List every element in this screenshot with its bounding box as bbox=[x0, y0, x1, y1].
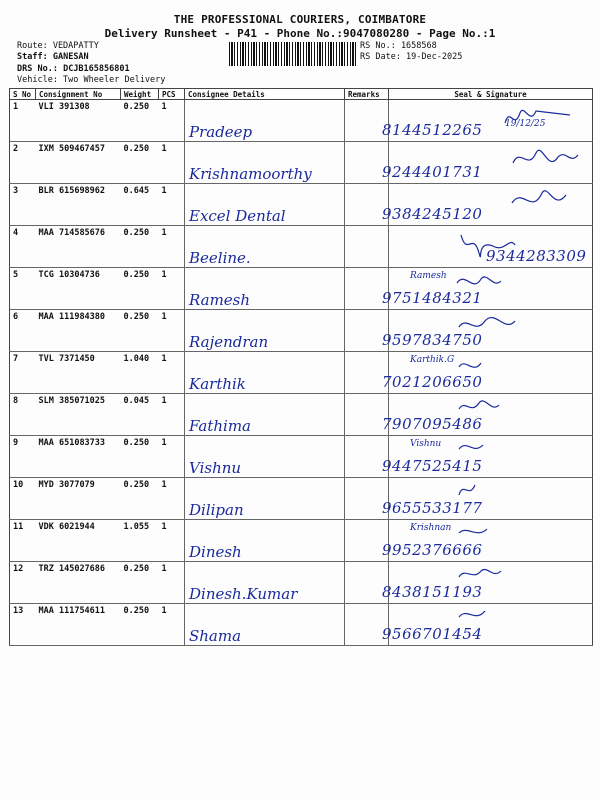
table-row bbox=[10, 604, 593, 646]
handwritten-consignee-name: Shama bbox=[189, 627, 242, 645]
cell-signature bbox=[389, 520, 593, 562]
cell-consignee bbox=[185, 268, 345, 310]
cell-remarks bbox=[345, 394, 389, 436]
cell-consignment: TVL 7371450 bbox=[36, 352, 121, 394]
col-consignment: Consignment No bbox=[36, 89, 121, 100]
handwritten-consignee-name: Karthik bbox=[189, 375, 246, 393]
handwritten-consignee-name: Fathima bbox=[189, 417, 251, 435]
rs-date: RS Date: 19-Dec-2025 bbox=[360, 52, 463, 62]
cell-pcs: 1 bbox=[159, 562, 185, 604]
cell-consignment: VDK 6021944 bbox=[36, 520, 121, 562]
runsheet-subtitle: Delivery Runsheet - P41 - Phone No.:9047080280 - Page No.:1 bbox=[104, 27, 496, 40]
cell-sno: 8 bbox=[10, 394, 36, 436]
cell-consignee bbox=[185, 562, 345, 604]
cell-weight: 0.250 bbox=[121, 604, 159, 646]
cell-pcs: 1 bbox=[159, 478, 185, 520]
cell-weight: 0.250 bbox=[121, 478, 159, 520]
handwritten-consignee-name: Excel Dental bbox=[189, 207, 286, 225]
cell-remarks bbox=[345, 436, 389, 478]
handwritten-consignee-name: Vishnu bbox=[189, 459, 242, 477]
handwritten-consignee-name: Rajendran bbox=[189, 333, 269, 351]
table-row bbox=[10, 520, 593, 562]
col-sno: S No bbox=[10, 89, 36, 100]
handwritten-phone: 8438151193 bbox=[382, 583, 483, 601]
cell-signature bbox=[389, 562, 593, 604]
col-remarks: Remarks bbox=[345, 89, 389, 100]
company-title: THE PROFESSIONAL COURIERS, COIMBATORE bbox=[173, 13, 427, 26]
staff-label: Staff: bbox=[17, 52, 48, 62]
table-row bbox=[10, 310, 593, 352]
cell-sno: 11 bbox=[10, 520, 36, 562]
cell-sno: 6 bbox=[10, 310, 36, 352]
cell-remarks bbox=[345, 352, 389, 394]
cell-remarks bbox=[345, 478, 389, 520]
cell-consignment: IXM 509467457 bbox=[36, 142, 121, 184]
cell-pcs: 1 bbox=[159, 184, 185, 226]
handwritten-phone: 8144512265 bbox=[382, 121, 483, 139]
barcode bbox=[229, 42, 356, 66]
cell-remarks bbox=[345, 268, 389, 310]
cell-consignee bbox=[185, 226, 345, 268]
cell-signature bbox=[389, 310, 593, 352]
cell-remarks bbox=[345, 520, 389, 562]
handwritten-note: Ramesh bbox=[410, 271, 447, 281]
handwritten-note: Krishnan bbox=[410, 523, 452, 533]
cell-weight: 0.250 bbox=[121, 142, 159, 184]
cell-sno: 5 bbox=[10, 268, 36, 310]
cell-pcs: 1 bbox=[159, 310, 185, 352]
cell-sno: 4 bbox=[10, 226, 36, 268]
cell-consignment: MYD 3077079 bbox=[36, 478, 121, 520]
cell-consignment: MAA 714585676 bbox=[36, 226, 121, 268]
cell-weight: 0.250 bbox=[121, 436, 159, 478]
handwritten-note: Karthik.G bbox=[410, 355, 455, 365]
cell-signature bbox=[389, 436, 593, 478]
cell-remarks bbox=[345, 184, 389, 226]
cell-weight: 0.250 bbox=[121, 310, 159, 352]
cell-remarks bbox=[345, 310, 389, 352]
handwritten-phone: 9751484321 bbox=[382, 289, 483, 307]
cell-consignment: MAA 111754611 bbox=[36, 604, 121, 646]
cell-pcs: 1 bbox=[159, 352, 185, 394]
cell-sno: 13 bbox=[10, 604, 36, 646]
handwritten-consignee-name: Dinesh.Kumar bbox=[189, 585, 298, 603]
rs-number: RS No.: 1658568 bbox=[360, 41, 437, 51]
cell-pcs: 1 bbox=[159, 604, 185, 646]
handwritten-phone: 7907095486 bbox=[382, 415, 483, 433]
cell-pcs: 1 bbox=[159, 436, 185, 478]
handwritten-phone: 9566701454 bbox=[382, 625, 483, 643]
table-row bbox=[10, 184, 593, 226]
handwritten-phone: 7021206650 bbox=[382, 373, 483, 391]
table-row bbox=[10, 478, 593, 520]
cell-signature bbox=[389, 184, 593, 226]
cell-weight: 0.645 bbox=[121, 184, 159, 226]
handwritten-note: 19/12/25 bbox=[505, 119, 546, 129]
cell-weight: 1.055 bbox=[121, 520, 159, 562]
cell-pcs: 1 bbox=[159, 100, 185, 142]
cell-remarks bbox=[345, 604, 389, 646]
drs-number: DCJB165856801 bbox=[63, 64, 130, 74]
cell-signature bbox=[389, 226, 593, 268]
cell-weight: 0.250 bbox=[121, 562, 159, 604]
cell-weight: 0.250 bbox=[121, 226, 159, 268]
staff-name: GANESAN bbox=[52, 52, 89, 62]
handwritten-phone: 9384245120 bbox=[382, 205, 483, 223]
handwritten-phone: 9344283309 bbox=[486, 247, 587, 265]
drs-line bbox=[17, 64, 130, 74]
col-pcs: PCS bbox=[159, 89, 185, 100]
runsheet-table bbox=[9, 88, 593, 646]
table-row bbox=[10, 268, 593, 310]
handwritten-phone: 9244401731 bbox=[382, 163, 483, 181]
cell-sno: 2 bbox=[10, 142, 36, 184]
handwritten-consignee-name: Dilipan bbox=[189, 501, 244, 519]
cell-sno: 3 bbox=[10, 184, 36, 226]
cell-sno: 9 bbox=[10, 436, 36, 478]
cell-signature bbox=[389, 352, 593, 394]
route-label: Route: VEDAPATTY bbox=[17, 41, 99, 51]
handwritten-consignee-name: Ramesh bbox=[189, 291, 251, 309]
cell-sno: 1 bbox=[10, 100, 36, 142]
cell-pcs: 1 bbox=[159, 142, 185, 184]
cell-consignment: VLI 391308 bbox=[36, 100, 121, 142]
cell-signature bbox=[389, 478, 593, 520]
cell-weight: 0.250 bbox=[121, 268, 159, 310]
cell-consignee bbox=[185, 520, 345, 562]
cell-consignee bbox=[185, 142, 345, 184]
cell-consignment: MAA 111984380 bbox=[36, 310, 121, 352]
table-row bbox=[10, 562, 593, 604]
cell-pcs: 1 bbox=[159, 226, 185, 268]
cell-pcs: 1 bbox=[159, 268, 185, 310]
cell-sno: 7 bbox=[10, 352, 36, 394]
cell-pcs: 1 bbox=[159, 394, 185, 436]
cell-weight: 1.040 bbox=[121, 352, 159, 394]
handwritten-consignee-name: Krishnamoorthy bbox=[189, 165, 312, 183]
handwritten-consignee-name: Beeline. bbox=[189, 249, 251, 267]
handwritten-phone: 9952376666 bbox=[382, 541, 483, 559]
cell-weight: 0.250 bbox=[121, 100, 159, 142]
table-row bbox=[10, 436, 593, 478]
cell-remarks bbox=[345, 562, 389, 604]
cell-signature bbox=[389, 142, 593, 184]
cell-signature bbox=[389, 394, 593, 436]
cell-consignment: BLR 615698962 bbox=[36, 184, 121, 226]
cell-consignee bbox=[185, 310, 345, 352]
cell-consignee bbox=[185, 100, 345, 142]
cell-signature bbox=[389, 604, 593, 646]
col-signature: Seal & Signature bbox=[389, 89, 593, 100]
cell-signature bbox=[389, 100, 593, 142]
cell-consignment: TRZ 145027686 bbox=[36, 562, 121, 604]
handwritten-phone: 9597834750 bbox=[382, 331, 483, 349]
cell-consignee bbox=[185, 184, 345, 226]
cell-consignee bbox=[185, 394, 345, 436]
handwritten-phone: 9655533177 bbox=[382, 499, 483, 517]
table-header-row bbox=[10, 89, 593, 100]
cell-sno: 12 bbox=[10, 562, 36, 604]
cell-remarks bbox=[345, 100, 389, 142]
col-weight: Weight bbox=[121, 89, 159, 100]
cell-consignee bbox=[185, 604, 345, 646]
handwritten-consignee-name: Pradeep bbox=[189, 123, 253, 141]
cell-sno: 10 bbox=[10, 478, 36, 520]
table-row bbox=[10, 352, 593, 394]
table-row bbox=[10, 394, 593, 436]
cell-consignee bbox=[185, 352, 345, 394]
cell-remarks bbox=[345, 226, 389, 268]
staff-line bbox=[17, 52, 89, 62]
cell-consignee bbox=[185, 436, 345, 478]
vehicle-label: Vehicle: Two Wheeler Delivery bbox=[17, 75, 166, 85]
cell-remarks bbox=[345, 142, 389, 184]
table-row bbox=[10, 142, 593, 184]
table-row bbox=[10, 100, 593, 142]
cell-consignment: SLM 385071025 bbox=[36, 394, 121, 436]
handwritten-consignee-name: Dinesh bbox=[189, 543, 242, 561]
cell-consignment: MAA 651083733 bbox=[36, 436, 121, 478]
cell-signature bbox=[389, 268, 593, 310]
table-row bbox=[10, 226, 593, 268]
handwritten-phone: 9447525415 bbox=[382, 457, 483, 475]
cell-consignment: TCG 10304736 bbox=[36, 268, 121, 310]
handwritten-note: Vishnu bbox=[410, 439, 442, 449]
col-consignee: Consignee Details bbox=[185, 89, 345, 100]
cell-consignee bbox=[185, 478, 345, 520]
cell-pcs: 1 bbox=[159, 520, 185, 562]
drs-label: DRS No.: bbox=[17, 64, 58, 74]
cell-weight: 0.045 bbox=[121, 394, 159, 436]
